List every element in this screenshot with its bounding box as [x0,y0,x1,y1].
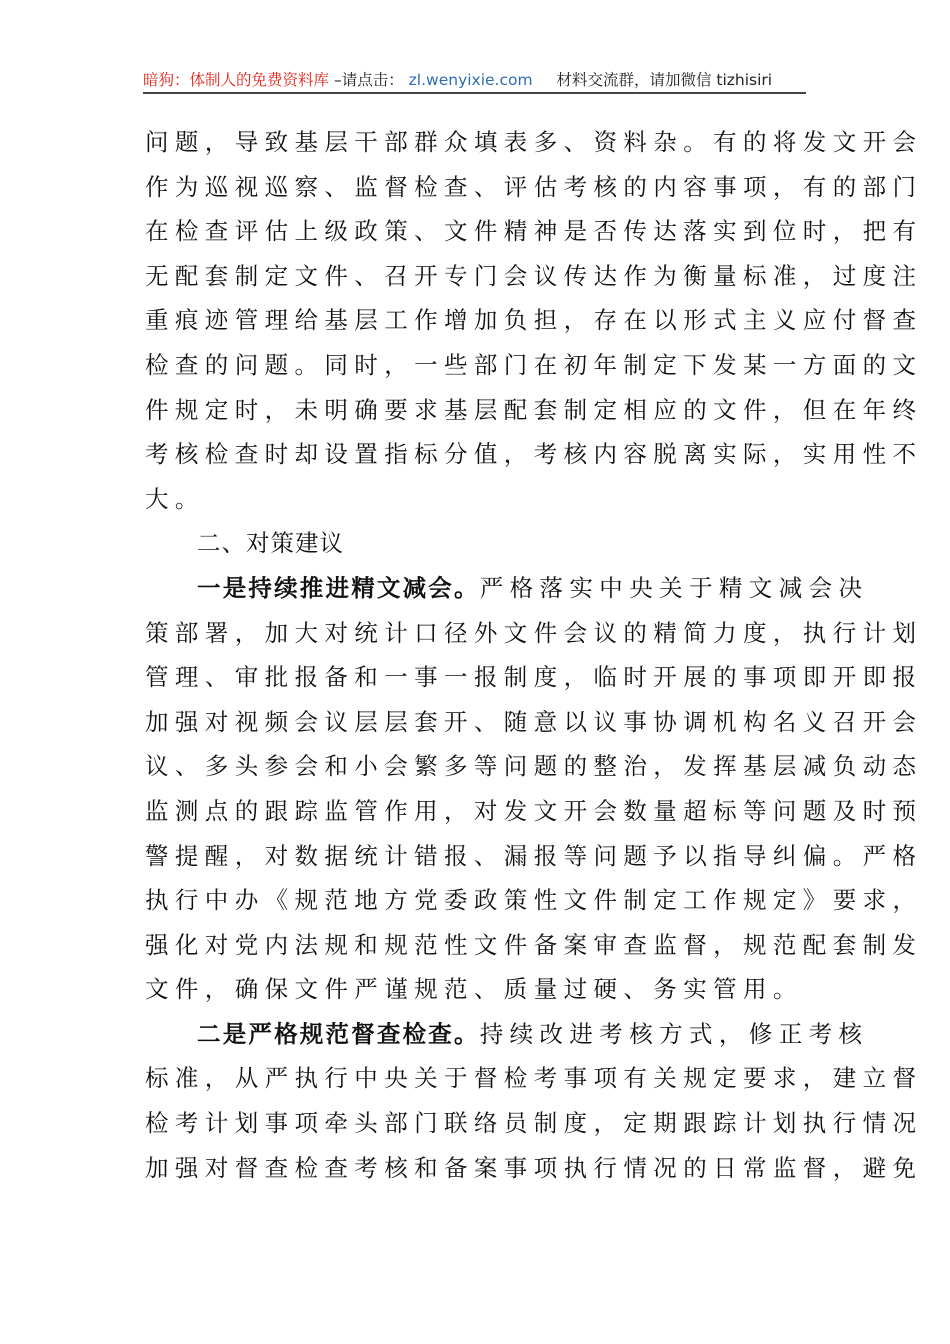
text-line: 问题，导致基层干部群众填表多、资料杂。有的将发文开会 [145,128,923,156]
paragraph-item-1 [145,566,923,1012]
text-line: 检查的问题。同时，一些部门在初年制定下发某一方面的文 [145,350,923,379]
paragraph-item-2 [145,1012,923,1190]
text-line: 在检查评估上级政策、文件精神是否传达落实到位时，把有 [145,217,923,246]
text-line: 件规定时，未明确要求基层配套制定相应的文件，但在年终 [145,395,923,424]
text-line [145,1012,869,1057]
header-brand: 暗狗：体制人的免费资料库 [143,71,330,89]
header-divider [143,92,806,94]
text-line: 标准，从严执行中央关于督检考事项有关规定要求，建立督 [145,1064,923,1093]
item-lead: 二是严格规范督查检查。 [197,1019,480,1048]
text-line [145,566,869,611]
header-prompt: –请点击： [333,71,404,89]
text-line: 警提醒，对数据统计错报、漏报等问题予以指导纠偏。严格 [145,841,923,870]
item-lead: 一是持续推进精文减会。 [197,573,480,602]
page-header [143,68,806,92]
text-line: 大。 [145,484,205,513]
text-line: 考核检查时却设置指标分值，考核内容脱离实际，实用性不 [145,440,923,469]
text-line: 检考计划事项牵头部门联络员制度，定期跟踪计划执行情况 [145,1109,923,1138]
header-link[interactable]: zl.wenyixie.com [408,71,533,89]
text-line: 重痕迹管理给基层工作增加负担，存在以形式主义应付督查 [145,306,923,335]
text-line: 执行中办《规范地方党委政策性文件制定工作规定》要求， [145,886,923,915]
text-line: 无配套制定文件、召开专门会议传达作为衡量标准，过度注 [145,261,923,290]
text-line: 议、多头参会和小会繁多等问题的整治，发挥基层减负动态 [145,752,923,781]
item-text: 持续改进考核方式，修正考核 [479,1019,869,1048]
document-body [145,120,923,1190]
text-line: 加强对督查检查考核和备案事项执行情况的日常监督，避免 [145,1153,923,1182]
text-line: 作为巡视巡察、监督检查、评估考核的内容事项，有的部门 [145,172,923,201]
text-line: 强化对党内法规和规范性文件备案审查监督，规范配套制发 [145,930,923,959]
text-line: 策部署，加大对统计口径外文件会议的精简力度，执行计划 [145,618,923,647]
paragraph-problems [145,120,923,521]
text-line: 管理、审批报备和一事一报制度，临时开展的事项即开即报 [145,663,923,692]
section-heading: 二、对策建议 [197,529,344,558]
text-line: 文件，确保文件严谨规范、质量过硬、务实管用。 [145,975,803,1004]
item-text: 严格落实中央关于精文减会决 [479,573,869,602]
header-note: 材料交流群，请加微信 tizhisiri [556,71,773,89]
text-line: 加强对视频会议层层套开、随意以议事协调机构名义召开会 [145,707,923,736]
text-line: 监测点的跟踪监管作用，对发文开会数量超标等问题及时预 [145,796,923,825]
